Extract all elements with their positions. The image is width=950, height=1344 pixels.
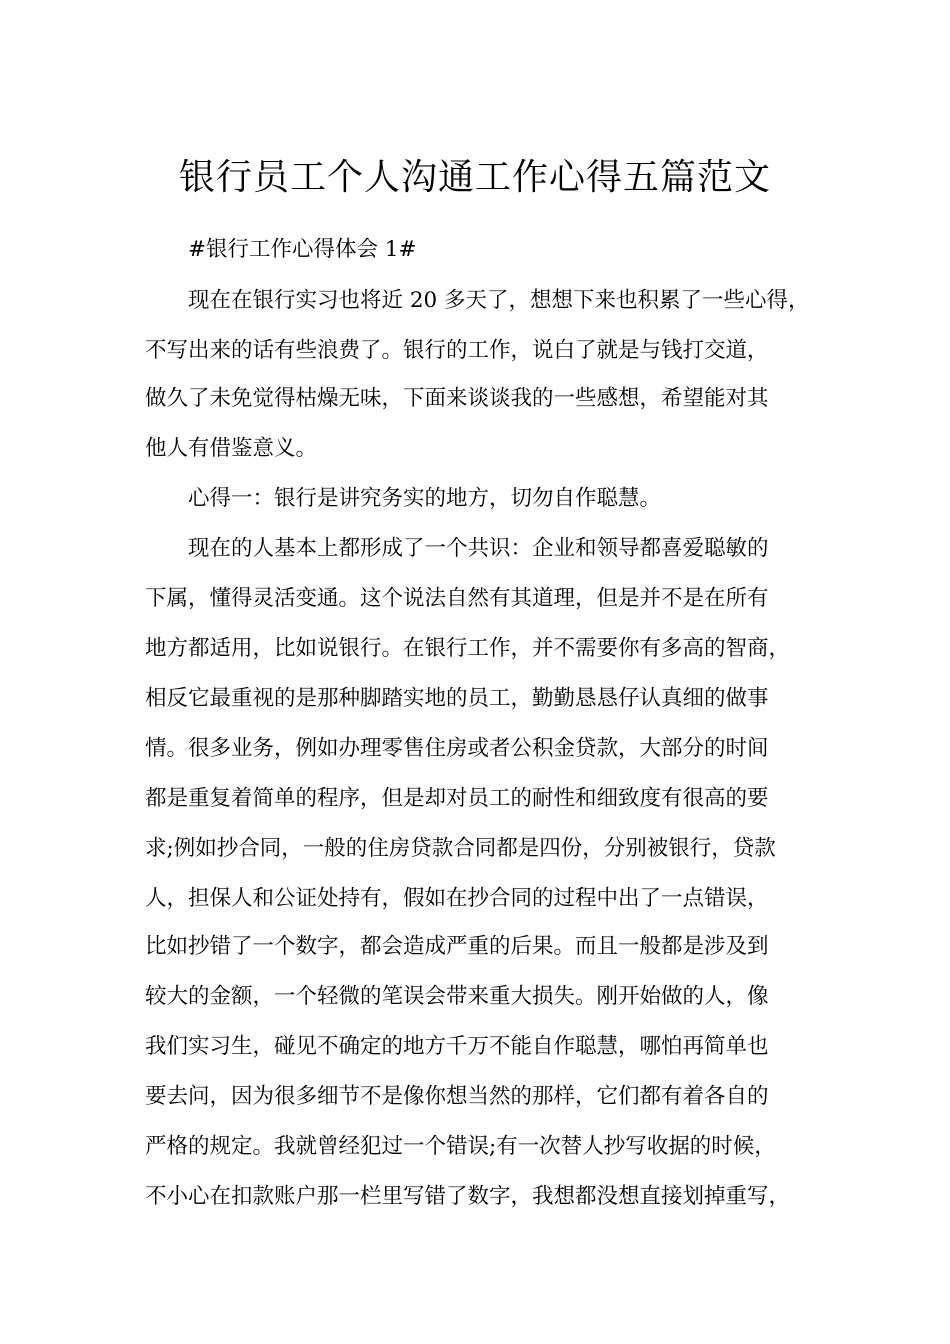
paragraph-line: 我们实习生，碰见不确定的地方千万不能自作聪慧，哪怕再简单也	[145, 1034, 769, 1059]
subheading-line: 心得一：银行是讲究务实的地方，切勿自作聪慧。	[188, 486, 662, 511]
section-heading: #银行工作心得体会 1#	[188, 237, 417, 262]
paragraph-line: 相反它最重视的是那种脚踏实地的员工，勤勤恳恳仔认真细的做事	[145, 686, 769, 711]
paragraph-line: 求;例如抄合同，一般的住房贷款合同都是四份，分别被银行，贷款	[145, 836, 776, 861]
paragraph-line: 他人有借鉴意义。	[145, 436, 318, 461]
paragraph-line: 都是重复着简单的程序，但是却对员工的耐性和细致度有很高的要	[145, 786, 769, 811]
paragraph-line: 严格的规定。我就曾经犯过一个错误;有一次替人抄写收据的时候，	[145, 1134, 776, 1159]
paragraph-line: 人，担保人和公证处持有，假如在抄合同的过程中出了一点错误，	[145, 886, 769, 911]
paragraph-line: 比如抄错了一个数字，都会造成严重的后果。而且一般都是涉及到	[145, 934, 769, 959]
document-title: 银行员工个人沟通工作心得五篇范文	[178, 157, 771, 199]
paragraph-line: 现在在银行实习也将近 20 多天了，想想下来也积累了一些心得，	[188, 288, 810, 313]
paragraph-line: 情。很多业务，例如办理零售住房或者公积金贷款，大部分的时间	[145, 736, 769, 761]
paragraph-line: 做久了未免觉得枯燥无味，下面来谈谈我的一些感想，希望能对其	[145, 386, 769, 411]
paragraph-line: 现在的人基本上都形成了一个共识：企业和领导都喜爱聪敏的	[188, 536, 769, 561]
paragraph-line: 不写出来的话有些浪费了。银行的工作，说白了就是与钱打交道，	[145, 338, 769, 363]
paragraph-line: 地方都适用，比如说银行。在银行工作，并不需要你有多高的智商，	[145, 636, 791, 661]
paragraph-line: 下属，懂得灵活变通。这个说法自然有其道理，但是并不是在所有	[145, 586, 769, 611]
paragraph-line: 较大的金额，一个轻微的笔误会带来重大损失。刚开始做的人，像	[145, 984, 769, 1009]
paragraph-line: 不小心在扣款账户那一栏里写错了数字，我想都没想直接划掉重写，	[145, 1184, 791, 1209]
paragraph-line: 要去问，因为很多细节不是像你想当然的那样，它们都有着各自的	[145, 1084, 769, 1109]
